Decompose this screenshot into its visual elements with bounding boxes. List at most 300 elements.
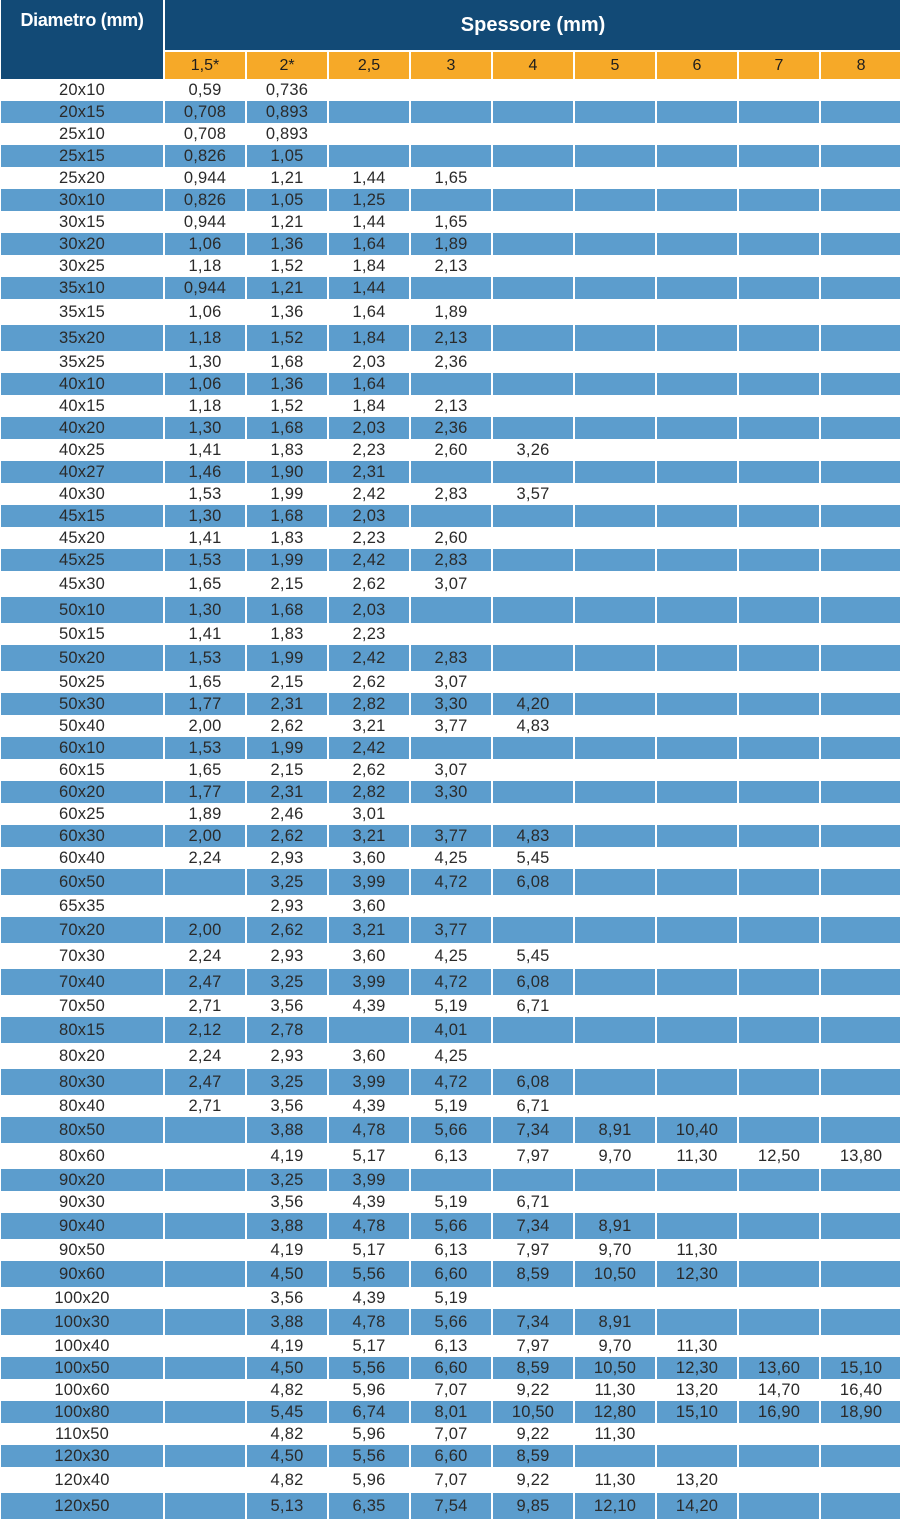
thickness-value-cell: 15,10 <box>821 1357 900 1379</box>
thickness-value-cell <box>821 1069 900 1095</box>
thickness-value-cell <box>329 145 409 167</box>
thickness-value-cell <box>657 969 737 995</box>
thickness-value-cell: 1,30 <box>165 505 245 527</box>
diameter-cell: 100x30 <box>1 1309 163 1335</box>
thickness-value-cell <box>493 255 573 277</box>
diameter-cell: 100x20 <box>54 1289 110 1307</box>
thickness-value-cell: 4,01 <box>411 1017 491 1043</box>
thickness-value-cell <box>575 461 655 483</box>
thickness-value-cell: 1,83 <box>270 529 304 547</box>
thickness-value-cell: 4,19 <box>270 1147 304 1165</box>
thickness-value-cell <box>575 233 655 255</box>
table-row <box>1 781 900 803</box>
thickness-value-cell: 2,13 <box>434 397 468 415</box>
thickness-value-cell: 1,52 <box>270 257 304 275</box>
thickness-value-cell: 9,22 <box>516 1471 550 1489</box>
table-row <box>1 145 900 167</box>
thickness-value-cell <box>739 597 819 623</box>
thickness-value-cell: 1,06 <box>165 233 245 255</box>
thickness-value-cell: 7,07 <box>434 1381 468 1399</box>
thickness-value-cell: 5,96 <box>352 1381 386 1399</box>
diameter-cell: 70x40 <box>1 969 163 995</box>
thickness-value-cell <box>657 571 737 597</box>
thickness-value-cell: 5,17 <box>352 1241 386 1259</box>
table-row <box>1 943 900 969</box>
thickness-value-cell <box>165 1467 245 1493</box>
thickness-value-cell <box>657 1095 737 1117</box>
thickness-value-cell: 4,83 <box>516 717 550 735</box>
thickness-col-header: 8 <box>821 52 900 79</box>
thickness-value-cell <box>821 1017 900 1043</box>
diameter-cell: 50x30 <box>1 693 163 715</box>
thickness-value-cell <box>821 571 900 597</box>
thickness-value-cell <box>493 101 573 123</box>
thickness-value-cell <box>493 167 573 189</box>
table-row <box>1 1213 900 1239</box>
thickness-value-cell <box>657 995 737 1017</box>
thickness-value-cell: 13,20 <box>675 1471 719 1489</box>
table-row <box>1 1379 900 1401</box>
table-header <box>1 0 900 79</box>
diameter-cell: 80x20 <box>59 1047 105 1065</box>
thickness-value-cell: 6,08 <box>493 1069 573 1095</box>
thickness-value-cell: 0,944 <box>183 213 227 231</box>
thickness-value-cell <box>575 549 655 571</box>
thickness-value-cell <box>575 869 655 895</box>
thickness-value-cell <box>493 233 573 255</box>
thickness-value-cell: 1,30 <box>165 417 245 439</box>
thickness-value-cell <box>575 211 655 233</box>
thickness-value-cell: 8,59 <box>493 1261 573 1287</box>
thickness-value-cell <box>657 1287 737 1309</box>
thickness-value-cell <box>493 417 573 439</box>
thickness-value-cell <box>739 1309 819 1335</box>
table-row <box>1 277 900 299</box>
thickness-value-cell: 7,34 <box>493 1309 573 1335</box>
table-row <box>1 623 900 645</box>
diameter-cell: 100x60 <box>54 1381 110 1399</box>
thickness-value-cell <box>493 597 573 623</box>
thickness-value-cell: 1,05 <box>247 189 327 211</box>
table-row <box>1 1169 900 1191</box>
table-row <box>1 759 900 781</box>
thickness-value-cell: 3,77 <box>411 825 491 847</box>
thickness-value-cell <box>739 1467 819 1493</box>
table-row <box>1 1287 900 1309</box>
thickness-value-cell: 1,36 <box>270 303 304 321</box>
thickness-value-cell <box>821 1239 900 1261</box>
diameter-cell: 50x10 <box>1 597 163 623</box>
thickness-value-cell <box>165 1445 245 1467</box>
thickness-header: Spessore (mm) <box>165 0 900 52</box>
diameter-cell: 45x25 <box>1 549 163 571</box>
thickness-value-cell: 1,18 <box>165 325 245 351</box>
thickness-value-cell <box>165 869 245 895</box>
thickness-value-cell: 4,25 <box>434 1047 468 1065</box>
thickness-value-cell <box>493 299 573 325</box>
thickness-value-cell: 8,91 <box>575 1309 655 1335</box>
thickness-value-cell <box>575 277 655 299</box>
thickness-value-cell <box>575 505 655 527</box>
thickness-value-cell <box>493 211 573 233</box>
thickness-value-cell: 16,40 <box>839 1381 883 1399</box>
thickness-value-cell: 5,66 <box>411 1309 491 1335</box>
thickness-value-cell <box>739 781 819 803</box>
thickness-value-cell: 4,19 <box>270 1337 304 1355</box>
diameter-cell: 25x10 <box>59 125 105 143</box>
thickness-value-cell: 2,83 <box>434 485 468 503</box>
thickness-value-cell: 3,25 <box>247 1069 327 1095</box>
thickness-value-cell: 1,99 <box>247 645 327 671</box>
thickness-value-cell <box>821 277 900 299</box>
thickness-value-cell: 8,59 <box>493 1357 573 1379</box>
diameter-cell: 60x30 <box>1 825 163 847</box>
diameter-cell: 100x50 <box>1 1357 163 1379</box>
thickness-value-cell: 3,60 <box>352 1047 386 1065</box>
thickness-value-cell: 1,65 <box>188 673 222 691</box>
thickness-value-cell <box>575 571 655 597</box>
table-row <box>1 1493 900 1519</box>
thickness-value-cell <box>821 803 900 825</box>
diameter-cell: 50x20 <box>1 645 163 671</box>
diameter-cell: 40x25 <box>59 441 105 459</box>
thickness-value-cell: 6,13 <box>434 1241 468 1259</box>
thickness-value-cell <box>739 995 819 1017</box>
thickness-value-cell <box>821 527 900 549</box>
diameter-cell: 60x40 <box>59 849 105 867</box>
thickness-value-cell: 3,30 <box>411 693 491 715</box>
thickness-value-cell: 3,77 <box>411 917 491 943</box>
diameter-cell: 25x20 <box>59 169 105 187</box>
thickness-value-cell <box>657 549 737 571</box>
thickness-value-cell <box>739 299 819 325</box>
thickness-value-cell: 1,65 <box>434 169 468 187</box>
thickness-value-cell: 0,944 <box>165 277 245 299</box>
thickness-value-cell <box>739 623 819 645</box>
thickness-value-cell: 3,99 <box>329 1069 409 1095</box>
thickness-value-cell <box>657 351 737 373</box>
thickness-value-cell <box>575 917 655 943</box>
thickness-col-header: 4 <box>493 52 573 79</box>
thickness-value-cell: 2,15 <box>270 673 304 691</box>
thickness-value-cell: 3,88 <box>247 1213 327 1239</box>
table-row <box>1 189 900 211</box>
thickness-value-cell <box>493 123 573 145</box>
table-row <box>1 1069 900 1095</box>
thickness-value-cell <box>739 395 819 417</box>
table-row <box>1 79 900 101</box>
thickness-value-cell: 1,41 <box>188 529 222 547</box>
diameter-cell: 20x10 <box>59 81 105 99</box>
thickness-value-cell <box>657 737 737 759</box>
thickness-value-cell <box>657 101 737 123</box>
thickness-value-cell <box>657 1043 737 1069</box>
thickness-value-cell: 3,07 <box>434 673 468 691</box>
thickness-value-cell <box>821 759 900 781</box>
diameter-cell: 90x60 <box>1 1261 163 1287</box>
thickness-value-cell <box>575 1445 655 1467</box>
thickness-value-cell: 8,91 <box>575 1213 655 1239</box>
thickness-value-cell: 9,70 <box>598 1241 632 1259</box>
thickness-value-cell <box>657 597 737 623</box>
thickness-value-cell <box>493 895 573 917</box>
thickness-value-cell <box>411 277 491 299</box>
thickness-value-cell <box>739 373 819 395</box>
thickness-value-cell: 5,45 <box>516 849 550 867</box>
thickness-value-cell <box>411 189 491 211</box>
thickness-value-cell: 9,22 <box>516 1425 550 1443</box>
diameter-cell: 100x80 <box>1 1401 163 1423</box>
thickness-value-cell: 2,23 <box>352 529 386 547</box>
thickness-value-cell <box>657 79 737 101</box>
thickness-value-cell <box>493 145 573 167</box>
thickness-value-cell: 5,96 <box>352 1471 386 1489</box>
thickness-value-cell <box>657 211 737 233</box>
thickness-value-cell: 1,68 <box>247 505 327 527</box>
thickness-col-header: 1,5* <box>165 52 245 79</box>
thickness-value-cell <box>575 417 655 439</box>
thickness-value-cell: 12,30 <box>657 1261 737 1287</box>
diameter-cell: 70x50 <box>59 997 105 1015</box>
thickness-value-cell <box>821 79 900 101</box>
thickness-value-cell <box>739 1493 819 1519</box>
thickness-value-cell <box>821 189 900 211</box>
thickness-col-header: 2,5 <box>329 52 409 79</box>
table-row <box>1 803 900 825</box>
thickness-value-cell <box>739 101 819 123</box>
thickness-value-cell: 2,15 <box>270 761 304 779</box>
thickness-value-cell: 4,72 <box>411 969 491 995</box>
thickness-value-cell <box>657 439 737 461</box>
thickness-value-cell: 3,88 <box>247 1117 327 1143</box>
thickness-value-cell <box>657 1445 737 1467</box>
thickness-value-cell <box>821 847 900 869</box>
thickness-value-cell: 3,21 <box>352 717 386 735</box>
thickness-value-cell <box>657 693 737 715</box>
thickness-value-cell: 2,46 <box>270 805 304 823</box>
thickness-value-cell: 1,36 <box>247 233 327 255</box>
thickness-value-cell: 18,90 <box>821 1401 900 1423</box>
thickness-value-cell: 1,68 <box>247 597 327 623</box>
thickness-value-cell <box>739 1095 819 1117</box>
thickness-value-cell <box>821 351 900 373</box>
table-row <box>1 439 900 461</box>
thickness-value-cell <box>739 737 819 759</box>
thickness-value-cell: 6,08 <box>493 869 573 895</box>
thickness-value-cell: 4,82 <box>270 1471 304 1489</box>
thickness-value-cell <box>657 715 737 737</box>
thickness-value-cell: 5,17 <box>352 1337 386 1355</box>
thickness-value-cell: 1,44 <box>329 277 409 299</box>
diameter-cell: 45x30 <box>59 575 105 593</box>
thickness-value-cell <box>575 79 655 101</box>
thickness-value-cell <box>821 1043 900 1069</box>
diameter-cell: 30x20 <box>1 233 163 255</box>
diameter-cell: 60x50 <box>1 869 163 895</box>
thickness-value-cell <box>821 737 900 759</box>
thickness-value-cell: 2,00 <box>188 717 222 735</box>
table-row <box>1 167 900 189</box>
thickness-value-cell <box>657 123 737 145</box>
thickness-value-cell <box>657 325 737 351</box>
thickness-value-cell <box>821 1467 900 1493</box>
thickness-col-header: 3 <box>411 52 491 79</box>
table-row <box>1 1309 900 1335</box>
thickness-value-cell <box>739 145 819 167</box>
thickness-value-cell: 2,03 <box>329 597 409 623</box>
thickness-value-cell <box>739 483 819 505</box>
thickness-value-cell <box>575 1069 655 1095</box>
thickness-value-cell <box>739 1017 819 1043</box>
thickness-value-cell <box>657 759 737 781</box>
thickness-value-cell: 0,826 <box>165 145 245 167</box>
thickness-value-cell <box>739 1261 819 1287</box>
thickness-value-cell <box>575 1043 655 1069</box>
diameter-cell: 120x40 <box>54 1471 110 1489</box>
thickness-value-cell: 5,66 <box>411 1117 491 1143</box>
thickness-value-cell: 3,56 <box>270 1097 304 1115</box>
thickness-value-cell <box>739 759 819 781</box>
thickness-value-cell <box>575 759 655 781</box>
thickness-value-cell <box>821 145 900 167</box>
thickness-value-cell: 2,62 <box>247 825 327 847</box>
thickness-value-cell <box>657 527 737 549</box>
thickness-value-cell <box>411 803 491 825</box>
thickness-value-cell: 3,56 <box>270 1289 304 1307</box>
table-row <box>1 825 900 847</box>
thickness-value-cell <box>575 895 655 917</box>
thickness-value-cell <box>165 1401 245 1423</box>
thickness-value-cell <box>821 995 900 1017</box>
thickness-value-cell: 12,30 <box>657 1357 737 1379</box>
diameter-cell: 120x30 <box>1 1445 163 1467</box>
diameter-cell: 35x15 <box>59 303 105 321</box>
diameter-cell: 45x20 <box>59 529 105 547</box>
thickness-value-cell: 5,13 <box>247 1493 327 1519</box>
thickness-value-cell <box>821 395 900 417</box>
thickness-value-cell: 4,39 <box>352 1289 386 1307</box>
thickness-value-cell: 0,736 <box>265 81 309 99</box>
diameter-cell: 30x25 <box>59 257 105 275</box>
thickness-value-cell <box>657 847 737 869</box>
thickness-value-cell <box>739 167 819 189</box>
thickness-value-cell: 2,82 <box>329 781 409 803</box>
thickness-value-cell: 1,53 <box>165 737 245 759</box>
thickness-value-cell <box>657 299 737 325</box>
diameter-cell: 40x15 <box>59 397 105 415</box>
thickness-value-cell <box>575 1095 655 1117</box>
thickness-value-cell: 1,68 <box>270 353 304 371</box>
thickness-value-cell: 2,12 <box>165 1017 245 1043</box>
thickness-value-cell <box>739 461 819 483</box>
thickness-value-cell <box>493 549 573 571</box>
thickness-value-cell <box>657 1191 737 1213</box>
table-row <box>1 1261 900 1287</box>
thickness-value-cell <box>821 373 900 395</box>
thickness-value-cell <box>821 1335 900 1357</box>
thickness-value-cell <box>821 439 900 461</box>
thickness-value-cell: 1,64 <box>329 373 409 395</box>
thickness-value-cell <box>493 395 573 417</box>
thickness-value-cell <box>411 1169 491 1191</box>
thickness-value-cell: 10,40 <box>657 1117 737 1143</box>
table-row <box>1 571 900 597</box>
thickness-value-cell: 3,21 <box>329 917 409 943</box>
thickness-value-cell: 2,42 <box>329 549 409 571</box>
thickness-value-cell <box>575 597 655 623</box>
thickness-value-cell: 2,71 <box>188 1097 222 1115</box>
thickness-value-cell <box>575 693 655 715</box>
thickness-value-cell <box>739 351 819 373</box>
thickness-value-cell: 3,57 <box>516 485 550 503</box>
thickness-value-cell <box>821 1445 900 1467</box>
thickness-value-cell: 3,26 <box>516 441 550 459</box>
thickness-value-cell: 1,65 <box>188 761 222 779</box>
thickness-value-cell <box>739 693 819 715</box>
thickness-value-cell: 4,72 <box>411 1069 491 1095</box>
thickness-value-cell <box>821 693 900 715</box>
diameter-cell: 80x30 <box>1 1069 163 1095</box>
thickness-value-cell <box>739 417 819 439</box>
thickness-value-cell: 4,78 <box>329 1213 409 1239</box>
thickness-value-cell <box>739 1169 819 1191</box>
thickness-value-cell: 2,83 <box>411 645 491 671</box>
thickness-value-cell <box>821 1117 900 1143</box>
diameter-cell: 60x25 <box>59 805 105 823</box>
thickness-value-cell <box>739 189 819 211</box>
thickness-value-cell: 6,71 <box>516 1193 550 1211</box>
thickness-value-cell <box>657 233 737 255</box>
thickness-value-cell: 1,18 <box>188 397 222 415</box>
thickness-value-cell: 1,84 <box>352 397 386 415</box>
thickness-value-cell: 3,99 <box>329 869 409 895</box>
thickness-value-cell <box>493 527 573 549</box>
thickness-value-cell: 9,70 <box>598 1147 632 1165</box>
thickness-value-cell <box>329 101 409 123</box>
thickness-value-cell: 2,24 <box>188 849 222 867</box>
thickness-value-cell: 1,89 <box>188 805 222 823</box>
thickness-value-cell: 2,03 <box>352 353 386 371</box>
thickness-value-cell: 3,56 <box>270 997 304 1015</box>
thickness-col-header: 5 <box>575 52 655 79</box>
thickness-value-cell: 1,30 <box>165 597 245 623</box>
diameter-cell: 45x15 <box>1 505 163 527</box>
thickness-value-cell: 3,25 <box>247 969 327 995</box>
thickness-value-cell <box>575 1191 655 1213</box>
thickness-value-cell <box>493 645 573 671</box>
thickness-value-cell <box>575 101 655 123</box>
thickness-value-cell <box>739 1213 819 1239</box>
thickness-value-cell: 14,20 <box>657 1493 737 1519</box>
thickness-value-cell <box>411 623 491 645</box>
thickness-value-cell: 2,60 <box>434 529 468 547</box>
thickness-value-cell: 1,21 <box>247 277 327 299</box>
thickness-value-cell <box>739 803 819 825</box>
thickness-value-cell: 1,53 <box>188 485 222 503</box>
thickness-value-cell: 10,50 <box>575 1357 655 1379</box>
thickness-value-cell <box>575 145 655 167</box>
thickness-value-cell <box>493 1017 573 1043</box>
table-row <box>1 671 900 693</box>
thickness-value-cell: 1,64 <box>352 303 386 321</box>
thickness-value-cell <box>739 1117 819 1143</box>
diameter-cell: 80x50 <box>1 1117 163 1143</box>
thickness-value-cell: 7,97 <box>516 1337 550 1355</box>
diameter-cell: 40x20 <box>1 417 163 439</box>
thickness-value-cell: 0,708 <box>165 101 245 123</box>
thickness-value-cell: 1,53 <box>165 549 245 571</box>
thickness-value-cell <box>575 167 655 189</box>
